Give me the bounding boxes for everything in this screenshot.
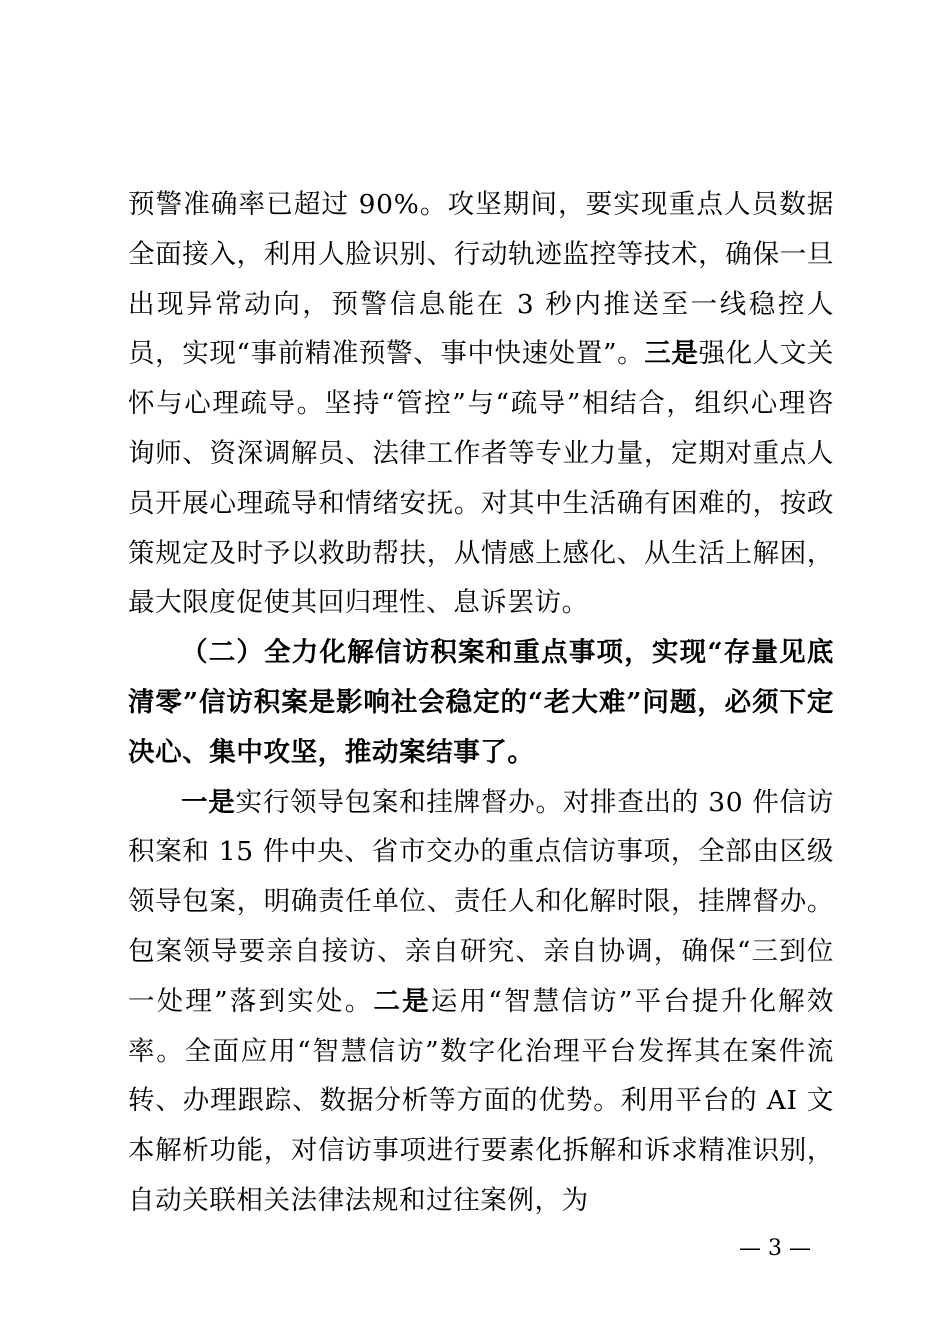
paragraph-1 — [128, 180, 834, 628]
paragraph-3 — [128, 778, 834, 1226]
paragraph-3-text-continued: 运用“智慧信访”平台提升化解效率。全面应用“智慧信访”数字化治理平台发挥其在案件流转、办理跟踪、数据分析等方面的优势。利用平台的 AI 文本解析功能，对信访事项进行要素化拆解和诉求精准识别，自动关联相关法律法规和过往案例，为 — [128, 985, 834, 1216]
paragraph-3-bold-lead-2: 二是 — [373, 985, 431, 1017]
paragraph-1-text: 预警准确率已超过 90%。攻坚期间，要实现重点人员数据全面接入，利用人脸识别、行动轨迹监控等技术，确保一旦出现异常动向，预警信息能在 3 秒内推送至一线稳控人员，实现“事前精准预警、事中快速处置”。 — [128, 189, 834, 370]
section-heading-text: （二）全力化解信访积案和重点事项，实现“存量见底清零”信访积案是影响社会稳定的“老大难”问题，必须下定决心、集中攻坚，推动案结事了。 — [128, 637, 834, 768]
paragraph-1-bold-lead: 三是 — [644, 338, 699, 370]
paragraph-1-text-continued: 强化人文关怀与心理疏导。坚持“管控”与“疏导”相结合，组织心理咨询师、资深调解员、法律工作者等专业力量，定期对重点人员开展心理疏导和情绪安抚。对其中生活确有困难的，按政策规定及时予以救助帮扶，从情感上感化、从生活上解困，最大限度促使其回归理性、息诉罢访。 — [128, 338, 834, 619]
paragraph-3-bold-lead: 一是 — [181, 786, 236, 818]
paragraph-3-text: 实行领导包案和挂牌督办。对排查出的 30 件信访积案和 15 件中央、省市交办的重点信访事项，全部由区级领导包案，明确责任单位、责任人和化解时限，挂牌督办。包案领导要亲自接访、亲自研究、亲自协调，确保“三到位一处理”落到实处。 — [128, 786, 835, 1017]
document-body — [128, 180, 834, 1226]
section-heading — [128, 628, 834, 777]
page-number: — 3 — — [739, 1236, 811, 1261]
